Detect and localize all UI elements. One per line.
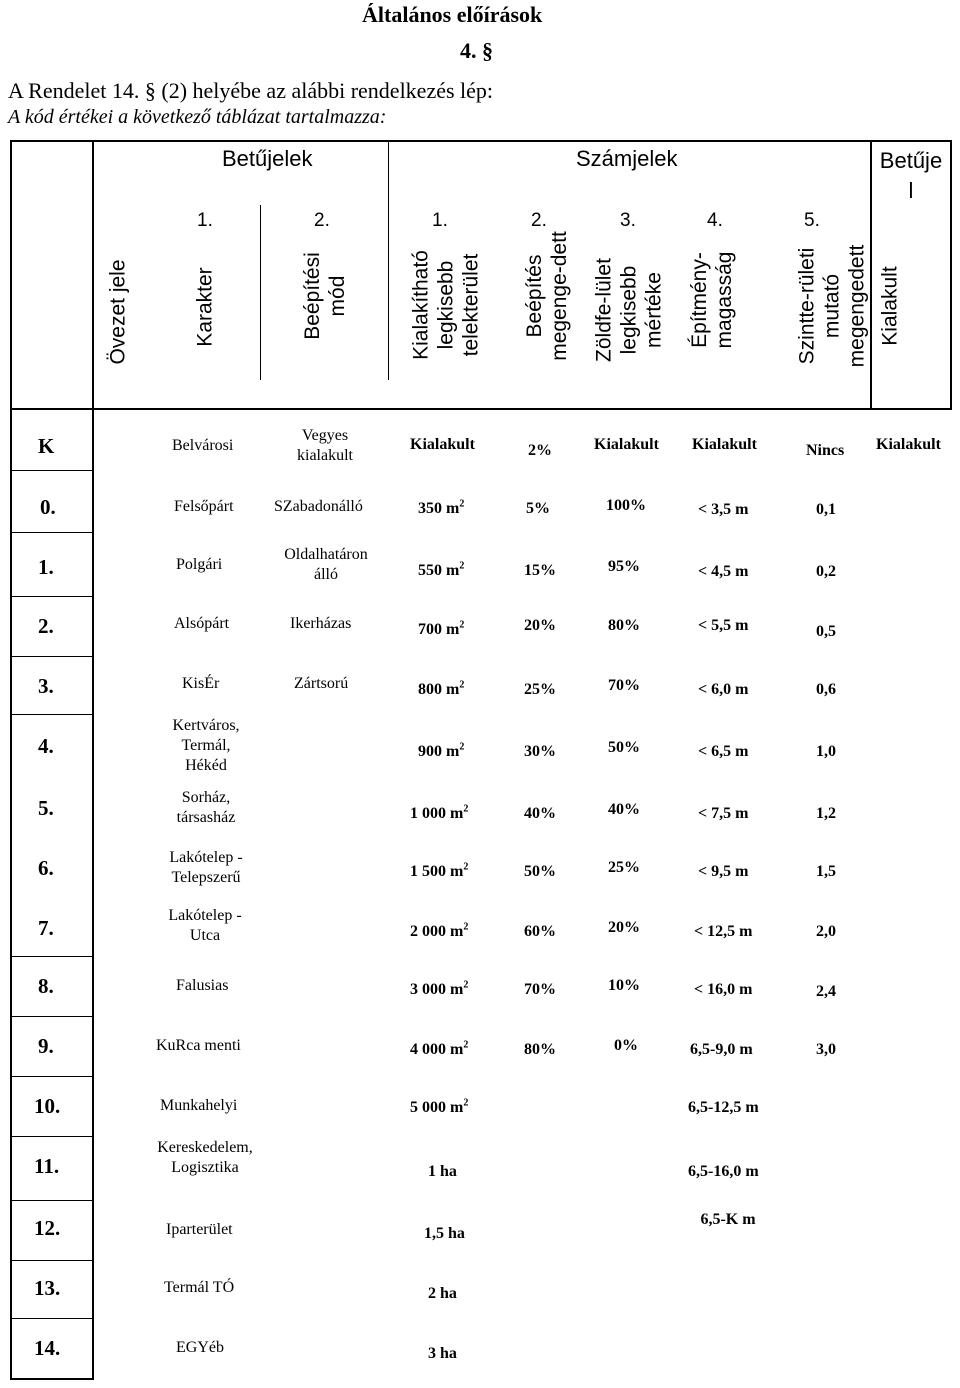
coverage-cell: 80% bbox=[524, 1041, 556, 1058]
height-cell: 6,5-12,5 m bbox=[688, 1099, 759, 1116]
subnum-letter-1: 1. bbox=[197, 210, 213, 231]
zone-code: 4. bbox=[38, 734, 54, 758]
colhead-zone: Övezet jele bbox=[106, 259, 130, 365]
height-cell: < 9,5 m bbox=[698, 863, 749, 880]
coverage-cell: 25% bbox=[524, 681, 556, 698]
mode-cell: Zártsorú bbox=[294, 675, 349, 692]
zone-code: 11. bbox=[34, 1154, 60, 1178]
mode-cell: SZabadonálló bbox=[274, 498, 363, 515]
zone-code: 14. bbox=[34, 1336, 61, 1360]
index-cell: 1,0 bbox=[816, 743, 836, 760]
height-cell: < 12,5 m bbox=[694, 923, 753, 940]
zone-code: 5. bbox=[38, 796, 54, 820]
zone-code: 13. bbox=[34, 1276, 61, 1300]
colhead-coverage: Beépítés megenge-dett bbox=[523, 231, 571, 361]
character-cell: KisÉr bbox=[182, 675, 220, 692]
colhead-lot: Kialakítható legkisebb telekterület bbox=[409, 250, 483, 360]
lot-cell: 700 $m^2$ bbox=[418, 619, 465, 638]
coverage-cell: 5% bbox=[526, 500, 550, 517]
lot-cell: 3 ha bbox=[428, 1345, 457, 1362]
lot-cell: 350 $m^2$ bbox=[418, 498, 465, 517]
zone-code: 2. bbox=[38, 614, 54, 638]
zone-code: 8. bbox=[38, 974, 54, 998]
index-cell: 2,0 bbox=[816, 923, 836, 940]
paragraph-number: 4. § bbox=[460, 38, 493, 63]
lot-cell: 800 $m^2$ bbox=[418, 679, 465, 698]
lot-cell: 2 ha bbox=[428, 1285, 457, 1302]
lot-cell: 2 000 $m^2$ bbox=[410, 921, 469, 940]
zone-code: 3. bbox=[38, 674, 54, 698]
green-cell: 20% bbox=[608, 919, 640, 936]
coverage-cell: 20% bbox=[524, 617, 556, 634]
lot-cell: 1 500 $m^2$ bbox=[410, 861, 469, 880]
index-cell: 1,2 bbox=[816, 805, 836, 822]
group-letters: Betűjelek bbox=[222, 146, 313, 171]
subnum-number-1: 1. bbox=[432, 210, 448, 231]
mode-cell: Oldalhatáron álló bbox=[284, 546, 368, 583]
character-cell: Sorház, társasház bbox=[176, 789, 236, 826]
coverage-cell: 2% bbox=[528, 442, 552, 459]
lot-cell: 1 ha bbox=[428, 1163, 457, 1180]
page-title: Általános előírások bbox=[362, 2, 543, 27]
lot-cell: 550 $m^2$ bbox=[418, 560, 465, 579]
mode-cell: Vegyes kialakult bbox=[297, 427, 353, 464]
green-cell: 70% bbox=[608, 677, 640, 694]
index-cell: 3,0 bbox=[816, 1041, 836, 1058]
height-cell: < 16,0 m bbox=[694, 981, 753, 998]
zone-code: 6. bbox=[38, 856, 54, 880]
character-cell: Felsőpárt bbox=[174, 498, 234, 515]
formed-cell: Kialakult bbox=[876, 436, 941, 453]
coverage-cell: 30% bbox=[524, 743, 556, 760]
character-cell: Belvárosi bbox=[172, 437, 234, 454]
coverage-cell: 50% bbox=[524, 863, 556, 880]
subnum-letter-2: 2. bbox=[314, 210, 330, 231]
lot-cell: 3 000 $m^2$ bbox=[410, 979, 469, 998]
height-cell: < 6,5 m bbox=[698, 743, 749, 760]
index-cell: 1,5 bbox=[816, 863, 836, 880]
character-cell: Termál TÓ bbox=[164, 1279, 235, 1296]
zone-code: 0. bbox=[40, 495, 56, 519]
height-cell: 6,5-9,0 m bbox=[690, 1041, 753, 1058]
green-cell: 0% bbox=[614, 1037, 638, 1054]
height-cell: < 6,0 m bbox=[698, 681, 749, 698]
subnum-number-4: 4. bbox=[707, 210, 723, 231]
index-cell: 0,1 bbox=[816, 501, 836, 518]
index-cell: 0,5 bbox=[816, 623, 836, 640]
character-cell: EGYéb bbox=[176, 1339, 224, 1356]
colhead-mode: Beépítési mód bbox=[301, 252, 349, 340]
group-letter-end: Betűje l bbox=[879, 148, 943, 203]
subnum-number-3: 3. bbox=[620, 210, 636, 231]
height-cell: 6,5-16,0 m bbox=[688, 1163, 759, 1180]
character-cell: Alsópárt bbox=[174, 615, 230, 632]
zone-code: 9. bbox=[38, 1034, 54, 1058]
colhead-height: Építmény-magasság bbox=[688, 251, 736, 349]
index-cell: 0,6 bbox=[816, 681, 836, 698]
coverage-cell: 40% bbox=[524, 805, 556, 822]
coverage-cell: 60% bbox=[524, 923, 556, 940]
index-cell: 2,4 bbox=[816, 983, 836, 1000]
green-cell: 40% bbox=[608, 801, 640, 818]
green-cell: 50% bbox=[608, 739, 640, 756]
character-cell: KuRca menti bbox=[156, 1037, 241, 1054]
intro-text: A Rendelet 14. § (2) helyébe az alábbi rendelkezés lép: bbox=[8, 78, 494, 103]
height-cell: < 7,5 m bbox=[698, 805, 749, 822]
lot-cell: 1 000 $m^2$ bbox=[410, 803, 469, 822]
lot-cell: 1,5 ha bbox=[424, 1225, 465, 1242]
lot-cell: 4 000 $m^2$ bbox=[410, 1039, 469, 1058]
colhead-formed: Kialakult bbox=[878, 266, 902, 346]
green-cell: Kialakult bbox=[594, 436, 659, 453]
index-cell: Nincs bbox=[806, 442, 845, 459]
green-cell: 25% bbox=[608, 859, 640, 876]
zone-code: 1. bbox=[38, 555, 54, 579]
height-cell: Kialakult bbox=[692, 436, 757, 453]
character-cell: Iparterület bbox=[166, 1221, 233, 1238]
colhead-index: Szintte-rületi mutató megengedett bbox=[795, 244, 869, 368]
height-cell: 6,5-K m bbox=[700, 1211, 756, 1228]
height-cell: < 4,5 m bbox=[698, 563, 749, 580]
zone-code: 10. bbox=[34, 1094, 61, 1118]
group-numbers: Számjelek bbox=[576, 146, 678, 171]
colhead-character: Karakter bbox=[193, 267, 217, 347]
zone-code: 7. bbox=[38, 916, 54, 940]
index-cell: 0,2 bbox=[816, 563, 836, 580]
character-cell: Lakótelep - Telepszerű bbox=[169, 849, 243, 886]
character-cell: Munkahelyi bbox=[160, 1097, 238, 1114]
green-cell: 100% bbox=[606, 497, 646, 514]
mode-cell: Ikerházas bbox=[290, 615, 352, 632]
character-cell: Kereskedelem, Logisztika bbox=[157, 1139, 253, 1176]
coverage-cell: 70% bbox=[524, 981, 556, 998]
lot-cell: Kialakult bbox=[410, 436, 475, 453]
green-cell: 10% bbox=[608, 977, 640, 994]
zone-code: K bbox=[38, 434, 55, 458]
intro-subtext: A kód értékei a következő táblázat tartalmazza: bbox=[8, 106, 387, 128]
height-cell: < 5,5 m bbox=[698, 617, 749, 634]
height-cell: < 3,5 m bbox=[698, 501, 749, 518]
character-cell: Kertváros, Termál, Hékéd bbox=[172, 717, 240, 774]
green-cell: 95% bbox=[608, 558, 640, 575]
lot-cell: 5 000 $m^2$ bbox=[410, 1097, 469, 1116]
character-cell: Falusias bbox=[176, 977, 229, 994]
subnum-number-2: 2. bbox=[531, 210, 547, 231]
subnum-number-5: 5. bbox=[804, 210, 820, 231]
character-cell: Lakótelep - Utca bbox=[168, 907, 242, 944]
green-cell: 80% bbox=[608, 617, 640, 634]
character-cell: Polgári bbox=[176, 556, 223, 573]
lot-cell: 900 $m^2$ bbox=[418, 741, 465, 760]
colhead-green: Zöldfe-lület legkisebb mértéke bbox=[592, 258, 666, 362]
zone-code: 12. bbox=[34, 1216, 61, 1240]
coverage-cell: 15% bbox=[524, 562, 556, 579]
